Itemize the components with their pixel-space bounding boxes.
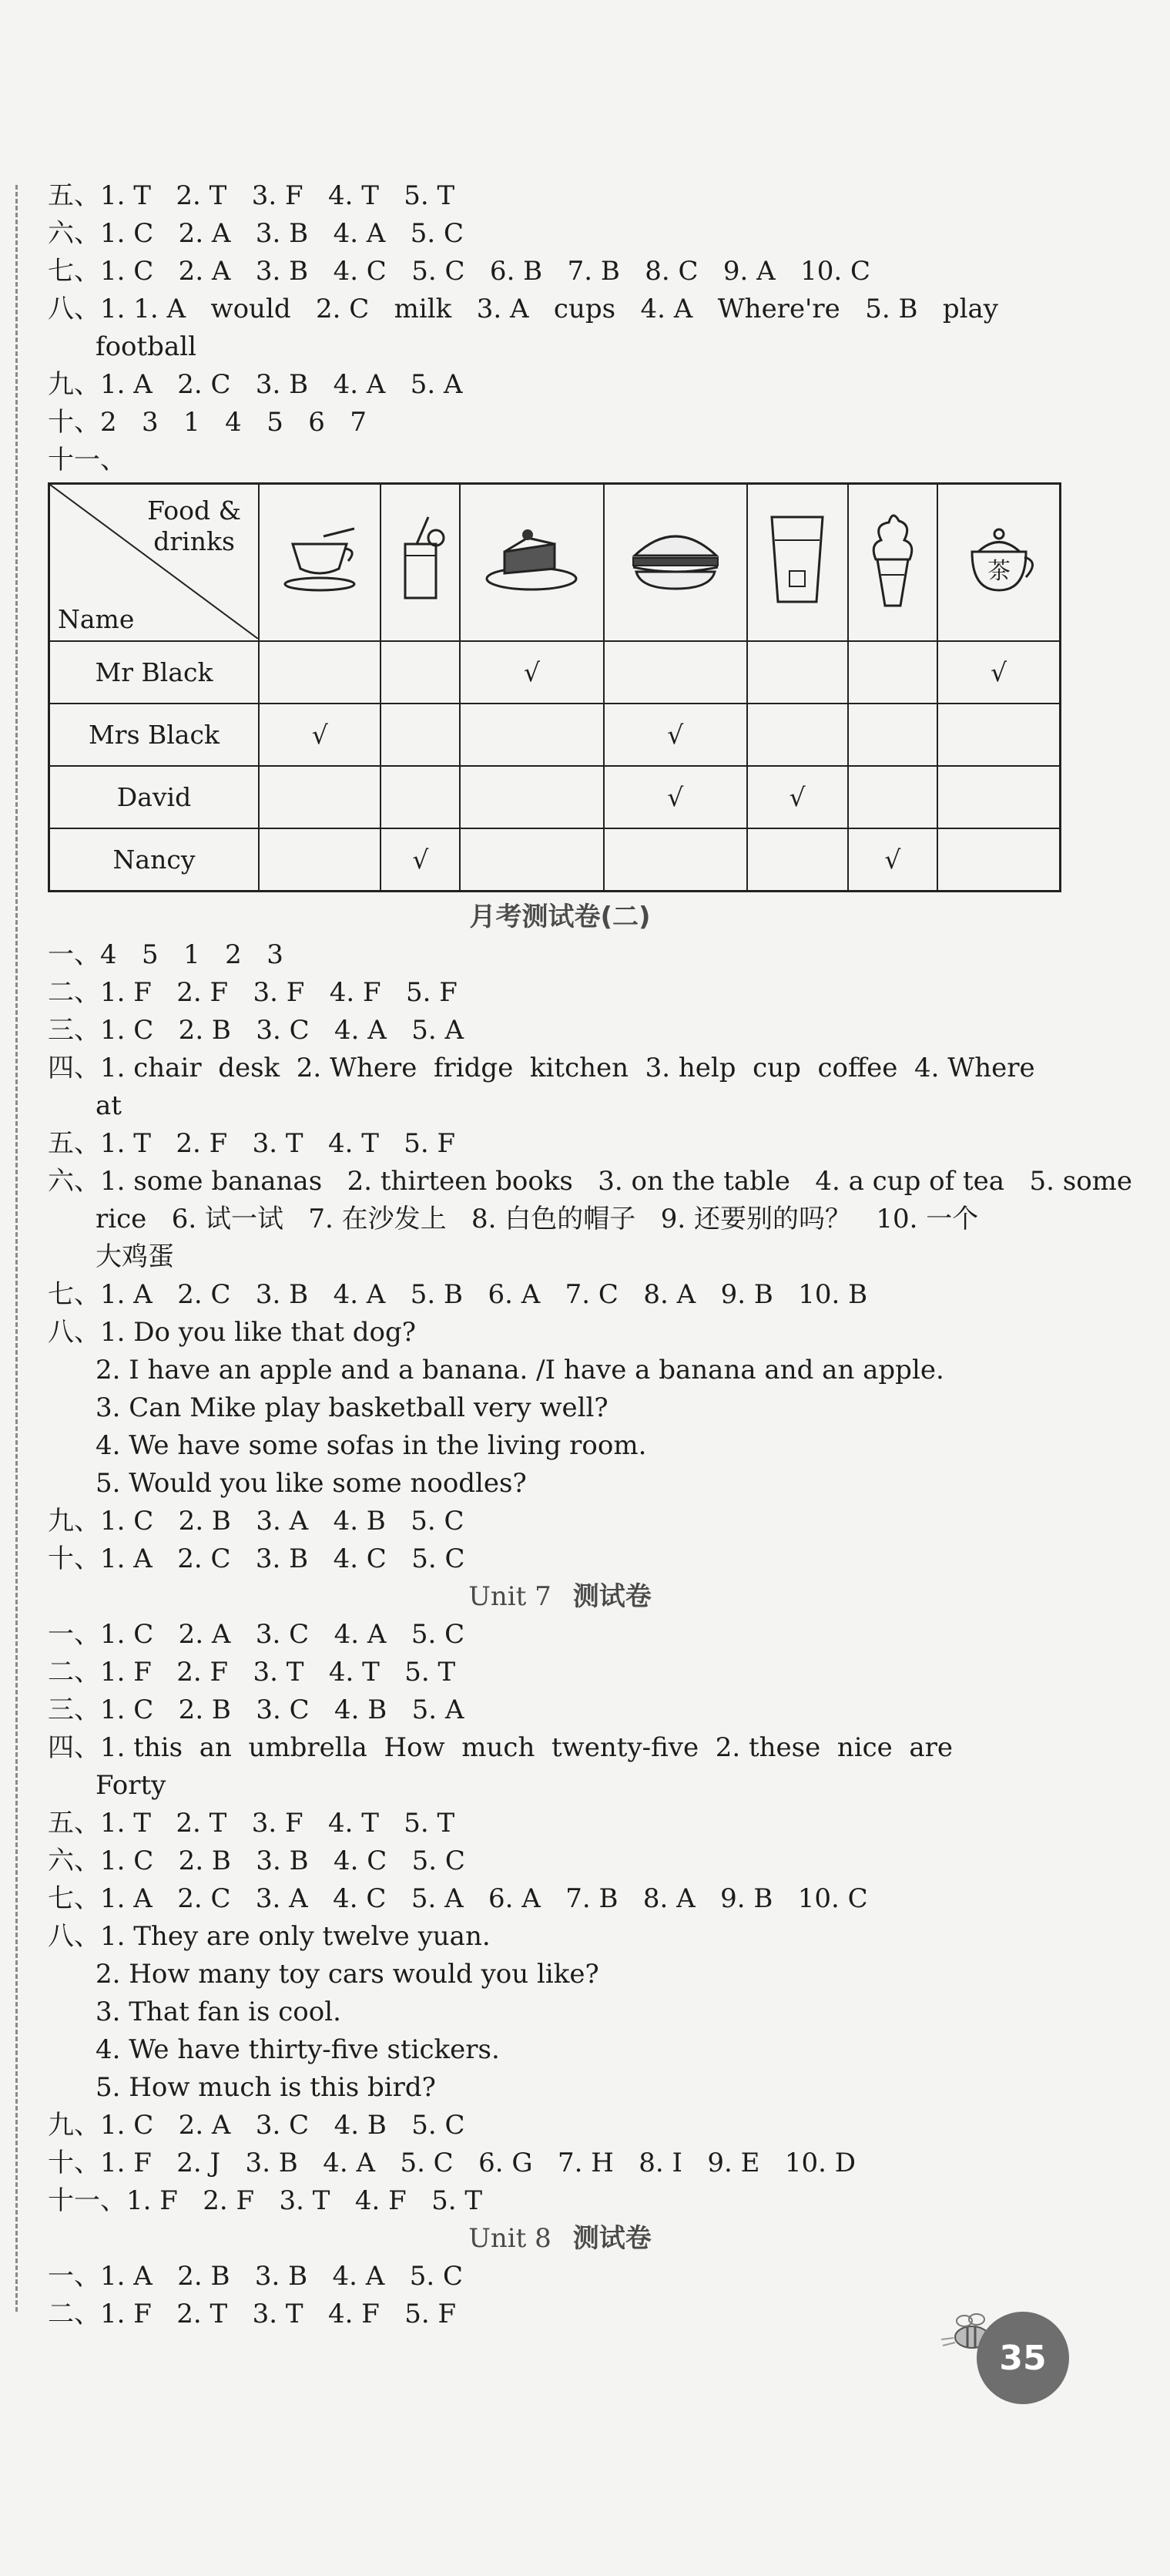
- tick-mark: √: [848, 828, 938, 892]
- answer-line: 七、1. A 2. C 3. B 4. A 5. B 6. A 7. C 8. A 9. B 10. B: [48, 1279, 868, 1310]
- answer-line-continued: Forty: [96, 1770, 166, 1801]
- answer-line: 一、4 5 1 2 3: [48, 939, 283, 970]
- food-drinks-label: Food & drinks: [147, 495, 241, 556]
- answer-line: 一、1. A 2. B 3. B 4. A 5. C: [48, 2261, 464, 2292]
- answer-subline: 4. We have some sofas in the living room.: [96, 1430, 647, 1461]
- cell: [848, 704, 938, 766]
- table-header-row: [49, 484, 1061, 642]
- cell: [937, 766, 1060, 828]
- row-name: David: [49, 766, 260, 828]
- cell: [848, 641, 938, 704]
- tick-mark: √: [460, 641, 603, 704]
- cell: [604, 828, 747, 892]
- answer-line: 二、1. F 2. F 3. F 4. F 5. F: [48, 977, 458, 1008]
- answer-subline: 3. That fan is cool.: [96, 1997, 341, 2027]
- answer-line: 十、2 3 1 4 5 6 7: [48, 407, 367, 438]
- answer-line: 四、1. this an umbrella How much twenty-five 2. these nice are: [48, 1732, 954, 1763]
- answer-line: 八、1. 1. A would 2. C milk 3. A cups 4. A Where're 5. B play: [48, 294, 998, 324]
- ice-cream-icon: [848, 484, 938, 642]
- tick-mark: √: [747, 766, 848, 828]
- answer-line-continued: 大鸡蛋: [96, 1241, 174, 1272]
- name-label: Name: [58, 604, 135, 634]
- cell: [747, 704, 848, 766]
- answer-line: 六、1. some bananas 2. thirteen books 3. on the table 4. a cup of tea 5. some: [48, 1166, 1133, 1197]
- answer-line: 九、1. C 2. A 3. C 4. B 5. C: [48, 2110, 465, 2141]
- tea-character: 茶: [987, 558, 1011, 585]
- answer-line: 九、1. C 2. B 3. A 4. B 5. C: [48, 1506, 464, 1537]
- answer-line-continued: rice 6. 试一试 7. 在沙发上 8. 白色的帽子 9. 还要别的吗？ 10. 一个: [96, 1204, 979, 1234]
- tick-mark: √: [381, 828, 460, 892]
- answer-line: 五、1. T 2. T 3. F 4. T 5. T: [48, 1808, 455, 1839]
- cell: [381, 766, 460, 828]
- answer-subline: 5. Would you like some noodles?: [96, 1468, 527, 1499]
- cell: [460, 828, 603, 892]
- answer-line: 四、1. chair desk 2. Where fridge kitchen 3. help cup coffee 4. Where: [48, 1053, 1035, 1083]
- tick-mark: √: [604, 766, 747, 828]
- answer-line: 八、1. They are only twelve yuan.: [48, 1921, 491, 1952]
- cell: [604, 641, 747, 704]
- binding-margin-line: [15, 185, 18, 2312]
- row-name: Nancy: [49, 828, 260, 892]
- row-name: Mr Black: [49, 641, 260, 704]
- answer-line: 一、1. C 2. A 3. C 4. A 5. C: [48, 1619, 465, 1650]
- page-number-badge: 35: [977, 2312, 1069, 2404]
- answer-line: 六、1. C 2. A 3. B 4. A 5. C: [48, 218, 464, 249]
- cell: [259, 641, 381, 704]
- cell: [848, 766, 938, 828]
- table-row: [49, 641, 1061, 704]
- answer-subline: 3. Can Mike play basketball very well?: [96, 1392, 608, 1423]
- answer-line: 十、1. F 2. J 3. B 4. A 5. C 6. G 7. H 8. I 9. E 10. D: [48, 2148, 857, 2178]
- section-title-monthly-test-2: 月考测试卷(二): [469, 902, 651, 932]
- table-row: [49, 766, 1061, 828]
- row-name: Mrs Black: [49, 704, 260, 766]
- answer-line: 七、1. A 2. C 3. A 4. C 5. A 6. A 7. B 8. A 9. B 10. C: [48, 1883, 868, 1914]
- answer-line: 十一、1. F 2. F 3. T 4. F 5. T: [48, 2185, 483, 2216]
- answer-line: 十、1. A 2. C 3. B 4. C 5. C: [48, 1543, 465, 1574]
- tick-mark: √: [604, 704, 747, 766]
- juice-icon: [381, 484, 460, 642]
- answer-subline: 5. How much is this bird?: [96, 2072, 436, 2103]
- cell: [259, 766, 381, 828]
- cell: [937, 704, 1060, 766]
- answer-content: [48, 177, 1133, 2333]
- answer-line: 二、1. F 2. T 3. T 4. F 5. F: [48, 2299, 457, 2329]
- section-title-unit-7: Unit 7 测试卷: [468, 1581, 652, 1612]
- cake-icon: [460, 484, 603, 642]
- answer-line-continued: at: [96, 1090, 122, 1121]
- cell: [460, 766, 603, 828]
- section-title-unit-8: Unit 8 测试卷: [468, 2223, 652, 2254]
- cell: [381, 704, 460, 766]
- cell: [259, 828, 381, 892]
- answer-line: 八、1. Do you like that dog?: [48, 1317, 416, 1348]
- table-row: [49, 704, 1061, 766]
- answer-line: 五、1. T 2. F 3. T 4. T 5. F: [48, 1128, 456, 1159]
- answer-line: 九、1. A 2. C 3. B 4. A 5. A: [48, 369, 463, 400]
- answer-line-continued: football: [96, 331, 196, 362]
- cell: [937, 828, 1060, 892]
- answer-subline: 2. How many toy cars would you like?: [96, 1959, 599, 1990]
- answer-line: 三、1. C 2. B 3. C 4. A 5. A: [48, 1015, 464, 1046]
- answer-line: 七、1. C 2. A 3. B 4. C 5. C 6. B 7. B 8. C 9. A 10. C: [48, 256, 871, 287]
- food-drinks-table: [48, 482, 1061, 892]
- cell: [460, 704, 603, 766]
- cell: [747, 641, 848, 704]
- tick-mark: √: [259, 704, 381, 766]
- table-row: [49, 828, 1061, 892]
- hamburger-icon: [604, 484, 747, 642]
- diagonal-header-cell: [49, 484, 260, 642]
- answer-subline: 4. We have thirty-five stickers.: [96, 2034, 500, 2065]
- cell: [381, 641, 460, 704]
- coffee-icon: [259, 484, 381, 642]
- answer-subline: 2. I have an apple and a banana. /I have a banana and an apple.: [96, 1355, 944, 1385]
- cell: [747, 828, 848, 892]
- answer-line: 六、1. C 2. B 3. B 4. C 5. C: [48, 1846, 465, 1876]
- tea-icon: [937, 484, 1060, 642]
- answer-line: 三、1. C 2. B 3. C 4. B 5. A: [48, 1694, 464, 1725]
- answer-line: 十一、: [48, 445, 126, 475]
- answer-line: 五、1. T 2. T 3. F 4. T 5. T: [48, 180, 455, 211]
- answer-line: 二、1. F 2. F 3. T 4. T 5. T: [48, 1657, 456, 1688]
- tick-mark: √: [937, 641, 1060, 704]
- milk-glass-icon: [747, 484, 848, 642]
